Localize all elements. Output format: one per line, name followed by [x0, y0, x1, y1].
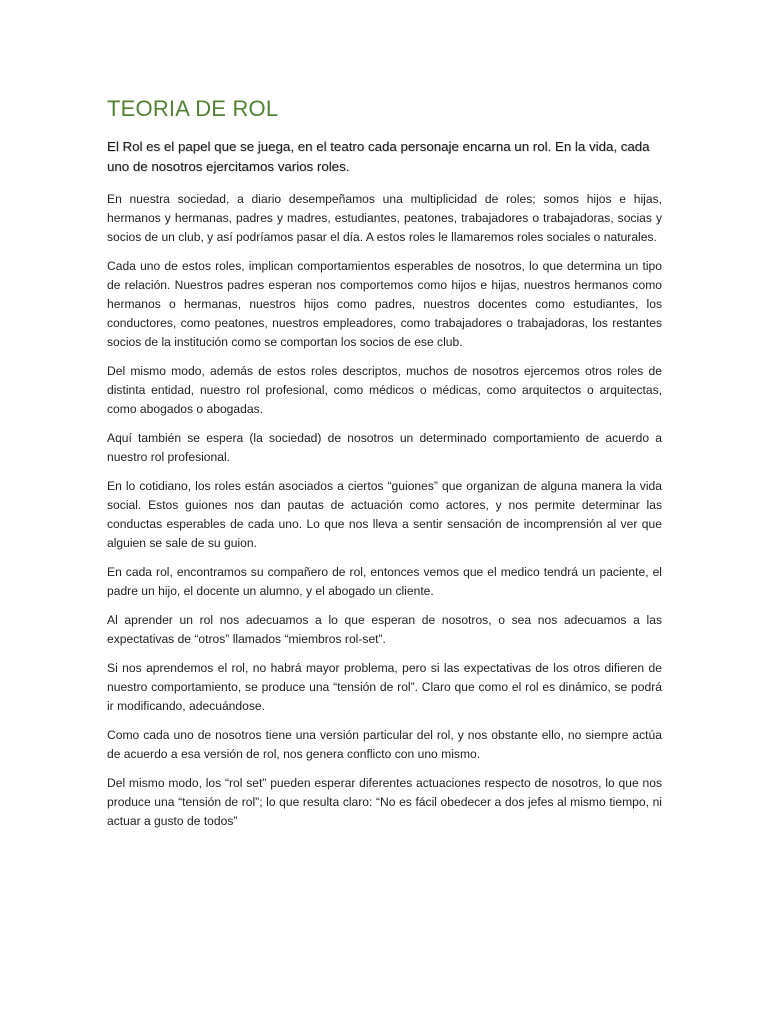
paragraph: Del mismo modo, además de estos roles descriptos, muchos de nosotros ejercemos otros roles de distinta entidad, nuestro rol profesional, como médicos o médicas, como arquitectos o arquitectas, como abogados o abogadas. [107, 364, 662, 416]
intro-paragraph: El Rol es el papel que se juega, en el teatro cada personaje encarna un rol. En la vida, cada uno de nosotros ejercitamos varios roles. [107, 139, 650, 174]
paragraph: En lo cotidiano, los roles están asociados a ciertos “guiones” que organizan de alguna manera la vida social. Estos guiones nos dan pautas de actuación como actores, y nos permite determinar las conductas esperables de cada uno. Lo que nos lleva a sentir sensación de incomprensión al ver que alguien se sale de su guion. [107, 479, 662, 550]
paragraph: Como cada uno de nosotros tiene una versión particular del rol, y nos obstante ello, no siempre actúa de acuerdo a esa versión de rol, nos genera conflicto con uno mismo. [107, 728, 662, 761]
paragraph: En cada rol, encontramos su compañero de rol, entonces vemos que el medico tendrá un paciente, el padre un hijo, el docente un alumno, y el abogado un cliente. [107, 565, 662, 598]
document-body [107, 190, 662, 841]
paragraph: Cada uno de estos roles, implican comportamientos esperables de nosotros, lo que determina un tipo de relación. Nuestros padres esperan nos comportemos como hijos e hijas, nuestros hermanos como hermanos o hermanas, nuestros hijos como padres, nuestros docentes como estudiantes, los conductores, como peatones, nuestros empleadores, como trabajadores o trabajadoras, los restantes socios de la institución como se comportan los socios de ese club. [107, 259, 662, 349]
document-title: TEORIA DE ROL [107, 96, 279, 121]
paragraph: Si nos aprendemos el rol, no habrá mayor problema, pero si las expectativas de los otros difieren de nuestro comportamiento, se produce una “tensión de rol”. Claro que como el rol es dinámico, se podrá ir modificando, adecuándose. [107, 661, 662, 713]
paragraph: En nuestra sociedad, a diario desempeñamos una multiplicidad de roles; somos hijos e hijas, hermanos y hermanas, padres y madres, estudiantes, peatones, trabajadores o trabajadoras, socias y socios de un club, y así podríamos pasar el día. A estos roles le llamaremos roles sociales o naturales. [107, 192, 662, 244]
paragraph: Aquí también se espera (la sociedad) de nosotros un determinado comportamiento de acuerdo a nuestro rol profesional. [107, 431, 662, 464]
paragraph: Del mismo modo, los “rol set” pueden esperar diferentes actuaciones respecto de nosotros, lo que nos produce una “tensión de rol”; lo que resulta claro: “No es fácil obedecer a dos jefes al mismo tiempo, ni actuar a gusto de todos” [107, 776, 662, 828]
paragraph: Al aprender un rol nos adecuamos a lo que esperan de nosotros, o sea nos adecuamos a las expectativas de “otros” llamados “miembros rol-set”. [107, 613, 662, 646]
